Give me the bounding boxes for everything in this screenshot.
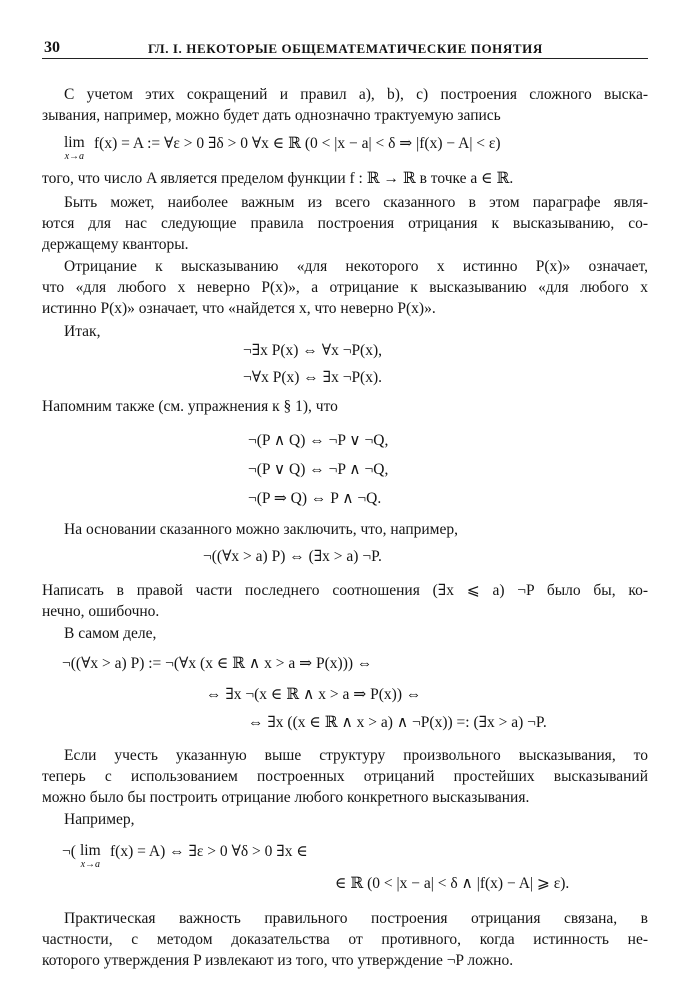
paragraph-line: можно было бы построить отрицание любого конкретного высказывания.	[42, 789, 530, 806]
equation-line: f(x) = A) ⇔ ∃ε > 0 ∀δ > 0 ∃x ∈	[110, 843, 308, 860]
equation-line: ¬((∀x > a) P) := ¬(∀x (x ∈ ℝ ∧ x > a ⇒ P(x))) ⇔	[62, 655, 373, 672]
paragraph-line: Итак,	[64, 323, 101, 340]
paragraph-line: Если учесть указанную выше структуру произвольного высказывания, то	[64, 747, 648, 764]
equation-line: ⇔ ∃x ((x ∈ ℝ ∧ x > a) ∧ ¬P(x)) =: (∃x > a) ¬P.	[248, 714, 547, 731]
equation-line: ¬((∀x > a) P) ⇔ (∃x > a) ¬P.	[203, 548, 382, 565]
paragraph-line: Практическая важность правильного построения отрицания связана, в	[64, 910, 648, 927]
limit-operator	[80, 842, 101, 870]
limit-operator	[64, 134, 85, 162]
paragraph-line: что «для любого x неверно P(x)», а отрицание к высказыванию «для любого x	[42, 279, 648, 296]
paragraph-line: Написать в правой части последнего соотношения (∃x ⩽ a) ¬P было бы, ко-	[42, 582, 648, 599]
equation-line: ¬(	[62, 843, 76, 860]
running-title: ГЛ. I. НЕКОТОРЫЕ ОБЩЕМАТЕМАТИЧЕСКИЕ ПОНЯТИЯ	[148, 41, 543, 56]
paragraph-line: нечно, ошибочно.	[42, 603, 160, 620]
paragraph-line: зывания, например, можно будет дать однозначно трактуемую запись	[42, 107, 501, 124]
paragraph-line: которого утверждения P извлекают из того, что утверждение ¬P ложно.	[42, 952, 514, 969]
header-rule	[42, 58, 648, 59]
paragraph-line: Быть может, наиболее важным из всего сказанного в этом параграфе явля-	[64, 194, 648, 211]
equation-line: ¬(P ∨ Q) ⇔ ¬P ∧ ¬Q,	[248, 461, 389, 478]
paragraph-line: В самом деле,	[64, 625, 157, 642]
equation-limit-definition: f(x) = A := ∀ε > 0 ∃δ > 0 ∀x ∈ ℝ (0 < |x − a| < δ ⇒ |f(x) − A| < ε)	[94, 135, 501, 152]
paragraph-line: Например,	[64, 811, 135, 828]
equation-line: ⇔ ∃x ¬(x ∈ ℝ ∧ x > a ⇒ P(x)) ⇔	[206, 686, 422, 703]
equation-line: ¬∃x P(x) ⇔ ∀x ¬P(x),	[243, 342, 383, 359]
equation-line: ¬(P ∧ Q) ⇔ ¬P ∨ ¬Q,	[248, 432, 389, 449]
limit-word: lim	[80, 842, 101, 859]
page-number: 30	[44, 39, 60, 56]
limit-subscript: x→a	[80, 859, 101, 870]
paragraph-line: истинно P(x)» означает, что «найдется x, что неверно P(x)».	[42, 300, 436, 317]
paragraph-line: Отрицание к высказыванию «для некоторого x истинно P(x)» означает,	[64, 258, 648, 275]
limit-word: lim	[64, 134, 85, 151]
paragraph-line: теперь с использованием построенных отрицаний простейших высказываний	[42, 768, 648, 785]
paragraph-line: Напомним также (см. упражнения к § 1), что	[42, 398, 338, 415]
paragraph-line: На основании сказанного можно заключить, что, например,	[64, 521, 458, 538]
equation-line: ¬(P ⇒ Q) ⇔ P ∧ ¬Q.	[248, 490, 382, 507]
paragraph-line: частности, с методом доказательства от противного, когда истинность не-	[42, 931, 648, 948]
paragraph-line: держащему кванторы.	[42, 236, 189, 253]
paragraph-line: ются для нас следующие правила построения отрицания к высказыванию, со-	[42, 215, 648, 232]
paragraph-line: С учетом этих сокращений и правил a), b), c) построения сложного выска-	[64, 86, 648, 103]
limit-subscript: x→a	[64, 151, 85, 162]
equation-line: ¬∀x P(x) ⇔ ∃x ¬P(x).	[243, 369, 383, 386]
equation-line: ∈ ℝ (0 < |x − a| < δ ∧ |f(x) − A| ⩾ ε).	[335, 875, 570, 892]
paragraph-line: того, что число A является пределом функции f : ℝ → ℝ в точке a ∈ ℝ.	[42, 170, 514, 187]
